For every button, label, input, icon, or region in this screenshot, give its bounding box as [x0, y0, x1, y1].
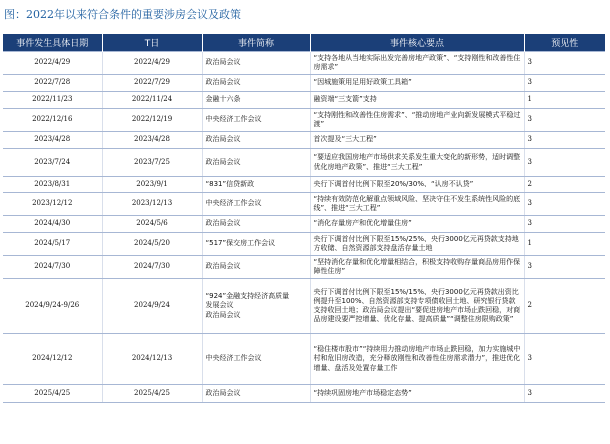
table-row: [3, 149, 605, 177]
cell-predictability: 2: [524, 177, 605, 193]
table-row: [3, 109, 605, 132]
cell-key-points: “要适应我国房地产市场供求关系发生重大变化的新形势，适时调整优化房地产政策”、推进“三大工程”: [310, 149, 524, 177]
cell-date: 2022/4/29: [3, 52, 102, 75]
figure-caption: 图：2022年以来符合条件的重要涉房会议及政策: [4, 8, 241, 21]
cell-t-day: 2024/9/24: [102, 279, 202, 334]
table-row: [3, 132, 605, 149]
cell-date: 2024/5/17: [3, 233, 102, 256]
cell-event: 中央经济工作会议: [202, 193, 310, 216]
header-date: 事件发生具体日期: [3, 34, 102, 52]
cell-t-day: 2024/5/6: [102, 216, 202, 233]
cell-event: 政治局会议: [202, 385, 310, 403]
cell-key-points: “稳住楼市股市”“持续用力推动房地产市场止跌回稳，加力实施城中村和危旧房改造，充分释放刚性和改善性住房需求潜力”，推进优化增量、盘活及处置存量工作: [310, 334, 524, 385]
cell-t-day: 2025/4/25: [102, 385, 202, 403]
cell-date: 2024/7/30: [3, 256, 102, 279]
cell-predictability: 3: [524, 149, 605, 177]
table-row: [3, 216, 605, 233]
cell-key-points: “支持刚性和改善性住房需求”、“推动房地产业向新发展模式平稳过渡”: [310, 109, 524, 132]
cell-predictability: 3: [524, 132, 605, 149]
table-row: [3, 385, 605, 403]
table-row: [3, 279, 605, 334]
cell-date: 2023/8/31: [3, 177, 102, 193]
cell-t-day: 2023/9/1: [102, 177, 202, 193]
cell-event: 政治局会议: [202, 216, 310, 233]
cell-date: 2022/12/16: [3, 109, 102, 132]
header-event: 事件简称: [202, 34, 310, 52]
cell-date: 2025/4/25: [3, 385, 102, 403]
cell-t-day: 2023/4/28: [102, 132, 202, 149]
cell-predictability: 1: [524, 92, 605, 109]
cell-predictability: 2: [524, 279, 605, 334]
table-row: [3, 193, 605, 216]
cell-event: 政治局会议: [202, 52, 310, 75]
event-line: 发展会议: [205, 301, 234, 310]
cell-date: 2024/9/24-9/26: [3, 279, 102, 334]
cell-event: “517”保交房工作会议: [202, 233, 310, 256]
header-t-day: T日: [102, 34, 202, 52]
cell-event: 政治局会议: [202, 75, 310, 92]
event-line: 政治局会议: [205, 310, 241, 319]
cell-predictability: 3: [524, 216, 605, 233]
cell-t-day: 2022/12/19: [102, 109, 202, 132]
cell-key-points: 央行下调首付比例下限至15%/25%、央行3000亿元再贷款支持地方收储、自然资源部支持盘活存量土地: [310, 233, 524, 256]
cell-date: 2024/4/30: [3, 216, 102, 233]
cell-key-points: “持续有效防范化解重点领域风险、坚决守住不发生系统性风险的底线”、推进“三大工程”: [310, 193, 524, 216]
table-row: [3, 334, 605, 385]
cell-event: 政治局会议: [202, 149, 310, 177]
table-row: [3, 52, 605, 75]
cell-key-points: “持续巩固房地产市场稳定态势”: [310, 385, 524, 403]
table-row: [3, 256, 605, 279]
policy-table: [3, 34, 605, 403]
cell-t-day: 2023/12/13: [102, 193, 202, 216]
cell-key-points: 央行下调首付比例下限至15%/15%、央行3000亿元再贷款出资比例提升至100%、自然资源部支持专项债收回土地、研究银行贷款支持收回土地；政治局会议提出“要促进房地产市场止跌回稳，对商品房建设要严控增量、优化存量、提高质量”“调整住房限购政策”: [310, 279, 524, 334]
cell-t-day: 2022/11/24: [102, 92, 202, 109]
cell-date: 2023/4/28: [3, 132, 102, 149]
cell-predictability: 3: [524, 75, 605, 92]
header-key-points: 事件核心要点: [310, 34, 524, 52]
cell-event: “831”信贷新政: [202, 177, 310, 193]
cell-key-points: “支持各地从当地实际出发完善房地产政策”、“支持刚性和改善性住房需求”: [310, 52, 524, 75]
cell-date: 2022/11/23: [3, 92, 102, 109]
cell-event: 政治局会议: [202, 132, 310, 149]
table-row: [3, 177, 605, 193]
table-row: [3, 75, 605, 92]
cell-date: 2022/7/28: [3, 75, 102, 92]
cell-key-points: 央行下调首付比例下限至20%/30%、“认房不认贷”: [310, 177, 524, 193]
cell-predictability: 3: [524, 52, 605, 75]
header-predictability: 预见性: [524, 34, 605, 52]
cell-t-day: 2022/7/29: [102, 75, 202, 92]
cell-event: 中央经济工作会议: [202, 334, 310, 385]
table-header-row: [3, 34, 605, 52]
cell-predictability: 1: [524, 233, 605, 256]
cell-key-points: 融资端“三支箭”支持: [310, 92, 524, 109]
cell-key-points: 首次提及“三大工程”: [310, 132, 524, 149]
cell-t-day: 2023/7/25: [102, 149, 202, 177]
cell-predictability: 3: [524, 193, 605, 216]
cell-key-points: “因城施策用足用好政策工具箱”: [310, 75, 524, 92]
table-row: [3, 92, 605, 109]
cell-predictability: 3: [524, 109, 605, 132]
cell-event: 政治局会议: [202, 256, 310, 279]
cell-event: 金融十六条: [202, 92, 310, 109]
cell-event: [202, 279, 310, 334]
cell-predictability: 3: [524, 256, 605, 279]
cell-t-day: 2024/5/20: [102, 233, 202, 256]
cell-t-day: 2022/4/29: [102, 52, 202, 75]
cell-t-day: 2024/7/30: [102, 256, 202, 279]
cell-date: 2023/12/12: [3, 193, 102, 216]
event-line: “924”金融支持经济高质量: [205, 292, 290, 301]
cell-predictability: 3: [524, 385, 605, 403]
cell-event: 中央经济工作会议: [202, 109, 310, 132]
cell-date: 2024/12/12: [3, 334, 102, 385]
cell-key-points: “坚持消化存量和优化增量相结合，积极支持收购存量商品房用作保障性住房”: [310, 256, 524, 279]
table-row: [3, 233, 605, 256]
cell-date: 2023/7/24: [3, 149, 102, 177]
cell-predictability: 3: [524, 334, 605, 385]
cell-key-points: “消化存量房产和优化增量住房”: [310, 216, 524, 233]
cell-t-day: 2024/12/13: [102, 334, 202, 385]
